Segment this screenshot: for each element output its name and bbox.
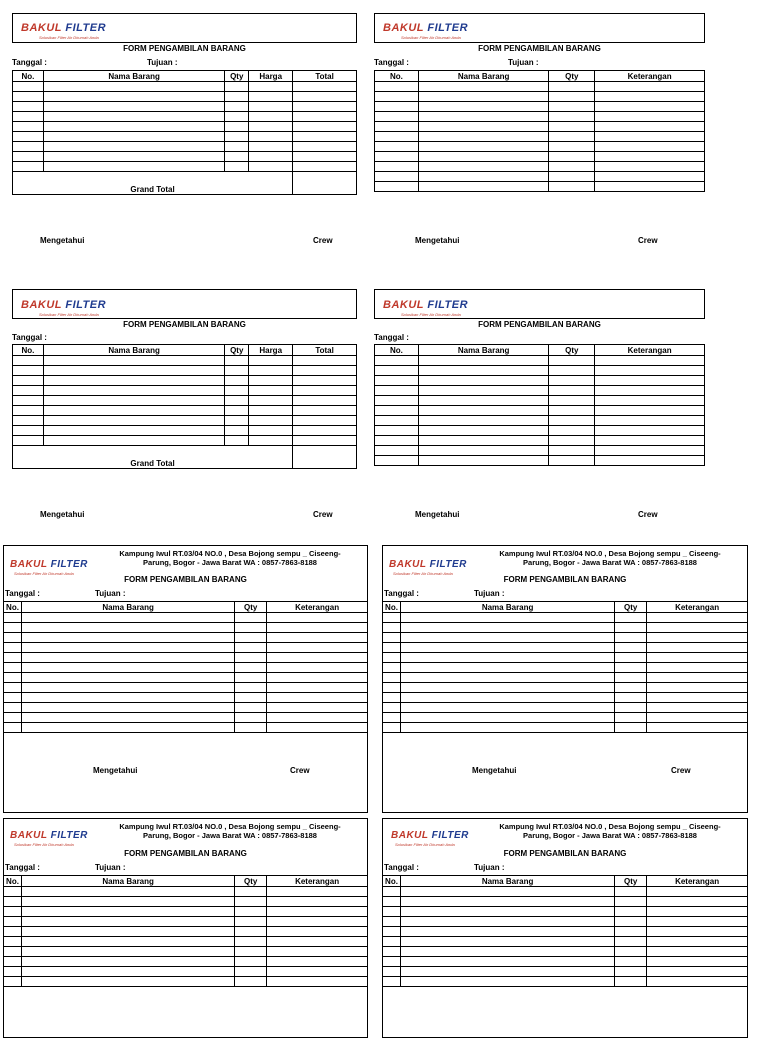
item-table xyxy=(374,344,705,466)
table-row[interactable] xyxy=(13,112,357,122)
table-row[interactable] xyxy=(4,693,368,703)
table-row[interactable] xyxy=(13,142,357,152)
table-row[interactable] xyxy=(13,386,357,396)
brand-logo: BAKUL FILTER xyxy=(383,22,469,34)
grand-total-label: Grand Total xyxy=(13,446,293,469)
brand-logo: BAKUL FILTER xyxy=(21,22,107,34)
tanggal-label: Tanggal : xyxy=(5,863,40,872)
col-qty: Qty xyxy=(225,71,249,82)
col-keterangan: Keterangan xyxy=(647,602,748,613)
table-row[interactable] xyxy=(4,907,368,917)
col-qty: Qty xyxy=(549,71,595,82)
table-row[interactable] xyxy=(4,673,368,683)
table-row[interactable] xyxy=(4,927,368,937)
address-line-1: Kampung Iwul RT.03/04 NO.0 , Desa Bojong sempu _ Ciseeng- xyxy=(119,822,341,831)
brand-tagline: Solusikan Filter Air Dirumah Anda xyxy=(393,571,453,576)
table-row[interactable] xyxy=(4,947,368,957)
table-row[interactable] xyxy=(383,693,748,703)
form-title: FORM PENGAMBILAN BARANG xyxy=(123,320,246,329)
table-row[interactable] xyxy=(13,162,357,172)
form-title: FORM PENGAMBILAN BARANG xyxy=(503,849,627,858)
col-harga: Harga xyxy=(249,71,293,82)
header-box xyxy=(374,13,705,43)
table-row[interactable] xyxy=(13,416,357,426)
grand-total-row xyxy=(13,446,357,469)
brand-tagline: Solusikan Filter Air Dirumah Anda xyxy=(14,571,74,576)
table-row[interactable] xyxy=(4,897,368,907)
address-line-2: Parung, Bogor - Jawa Barat WA : 0857-7863-8188 xyxy=(143,831,317,841)
tanggal-label: Tanggal : xyxy=(374,58,409,67)
brand-logo: BAKUL FILTER xyxy=(383,299,469,311)
table-row[interactable] xyxy=(375,446,705,456)
col-total: Total xyxy=(293,71,357,82)
form-mid-left xyxy=(12,289,357,524)
form-bottom-right xyxy=(382,818,748,1038)
table-row[interactable] xyxy=(13,152,357,162)
table-row[interactable] xyxy=(383,633,748,643)
grand-total-value[interactable] xyxy=(293,172,357,195)
form-title: FORM PENGAMBILAN BARANG xyxy=(123,44,246,53)
table-row[interactable] xyxy=(375,356,705,366)
table-row[interactable] xyxy=(375,396,705,406)
table-row[interactable] xyxy=(13,102,357,112)
crew-label: Crew xyxy=(313,236,333,245)
table-row[interactable] xyxy=(383,977,748,987)
address-line-2: Parung, Bogor - Jawa Barat WA : 0857-7863-8188 xyxy=(523,831,697,841)
address-line-1: Kampung Iwul RT.03/04 NO.0 , Desa Bojong sempu _ Ciseeng- xyxy=(499,822,721,831)
item-table xyxy=(12,70,357,195)
table-row[interactable] xyxy=(383,957,748,967)
table-row[interactable] xyxy=(13,356,357,366)
table-row[interactable] xyxy=(4,643,368,653)
company-address xyxy=(479,822,741,841)
table-row[interactable] xyxy=(375,426,705,436)
table-row[interactable] xyxy=(375,162,705,172)
col-nama-barang: Nama Barang xyxy=(418,71,549,82)
table-row[interactable] xyxy=(4,967,368,977)
tanggal-label: Tanggal : xyxy=(5,589,40,598)
form-lower-left xyxy=(3,545,368,813)
table-row[interactable] xyxy=(375,132,705,142)
tujuan-label: Tujuan : xyxy=(474,863,505,872)
form-top-right xyxy=(374,13,705,248)
crew-label: Crew xyxy=(290,766,310,775)
company-address xyxy=(479,549,741,568)
table-row[interactable] xyxy=(13,426,357,436)
col-no: No. xyxy=(13,71,44,82)
table-row[interactable] xyxy=(383,927,748,937)
table-row[interactable] xyxy=(383,967,748,977)
item-table xyxy=(374,70,705,192)
header-box xyxy=(374,289,705,319)
form-mid-right xyxy=(374,289,705,524)
grand-total-label: Grand Total xyxy=(13,172,293,195)
tujuan-label: Tujuan : xyxy=(474,589,505,598)
mengetahui-label: Mengetahui xyxy=(40,236,85,245)
form-bottom-left xyxy=(3,818,368,1038)
table-row[interactable] xyxy=(375,112,705,122)
col-no: No. xyxy=(375,345,419,356)
header-box xyxy=(12,13,357,43)
col-nama-barang: Nama Barang xyxy=(400,602,614,613)
table-row[interactable] xyxy=(383,623,748,633)
table-row[interactable] xyxy=(13,376,357,386)
address-line-2: Parung, Bogor - Jawa Barat WA : 0857-7863-8188 xyxy=(523,558,697,568)
table-row[interactable] xyxy=(375,122,705,132)
form-title: FORM PENGAMBILAN BARANG xyxy=(478,320,601,329)
item-table xyxy=(382,875,748,987)
table-row[interactable] xyxy=(383,673,748,683)
table-row[interactable] xyxy=(4,653,368,663)
table-row[interactable] xyxy=(383,907,748,917)
mengetahui-label: Mengetahui xyxy=(472,766,517,775)
col-no: No. xyxy=(383,602,401,613)
col-no: No. xyxy=(4,876,22,887)
table-row[interactable] xyxy=(375,82,705,92)
company-address xyxy=(99,549,361,568)
col-keterangan: Keterangan xyxy=(595,345,705,356)
brand-tagline: Solusikan Filter Air Dirumah Anda xyxy=(39,35,99,40)
table-row[interactable] xyxy=(383,613,748,623)
table-row[interactable] xyxy=(4,663,368,673)
col-nama-barang: Nama Barang xyxy=(400,876,614,887)
table-row[interactable] xyxy=(383,947,748,957)
table-row[interactable] xyxy=(13,366,357,376)
tujuan-label: Tujuan : xyxy=(508,58,539,67)
tanggal-label: Tanggal : xyxy=(374,333,409,342)
col-qty: Qty xyxy=(615,876,647,887)
grand-total-value[interactable] xyxy=(293,446,357,469)
brand-tagline: Solusikan Filter Air Dirumah Anda xyxy=(395,842,455,847)
tujuan-label: Tujuan : xyxy=(95,863,126,872)
table-row[interactable] xyxy=(375,436,705,446)
table-row[interactable] xyxy=(375,172,705,182)
table-row[interactable] xyxy=(375,386,705,396)
mengetahui-label: Mengetahui xyxy=(415,236,460,245)
table-row[interactable] xyxy=(375,102,705,112)
mengetahui-label: Mengetahui xyxy=(40,510,85,519)
brand-logo: BAKUL FILTER xyxy=(389,559,467,570)
col-keterangan: Keterangan xyxy=(595,71,705,82)
table-row[interactable] xyxy=(383,663,748,673)
form-title: FORM PENGAMBILAN BARANG xyxy=(478,44,601,53)
table-row[interactable] xyxy=(4,957,368,967)
col-no: No. xyxy=(375,71,419,82)
header-box xyxy=(12,289,357,319)
col-qty: Qty xyxy=(235,602,267,613)
brand-logo: BAKUL FILTER xyxy=(10,830,88,841)
col-nama-barang: Nama Barang xyxy=(418,345,549,356)
company-address xyxy=(99,822,361,841)
table-row[interactable] xyxy=(383,937,748,947)
table-row[interactable] xyxy=(13,122,357,132)
form-top-left xyxy=(12,13,357,248)
table-row[interactable] xyxy=(375,376,705,386)
table-row[interactable] xyxy=(4,887,368,897)
address-line-1: Kampung Iwul RT.03/04 NO.0 , Desa Bojong sempu _ Ciseeng- xyxy=(499,549,721,558)
brand-tagline: Solusikan Filter Air Dirumah Anda xyxy=(401,35,461,40)
col-no: No. xyxy=(383,876,401,887)
crew-label: Crew xyxy=(638,510,658,519)
table-row[interactable] xyxy=(375,142,705,152)
tanggal-label: Tanggal : xyxy=(384,863,419,872)
crew-label: Crew xyxy=(313,510,333,519)
table-row[interactable] xyxy=(383,703,748,713)
address-line-2: Parung, Bogor - Jawa Barat WA : 0857-7863-8188 xyxy=(143,558,317,568)
table-row[interactable] xyxy=(4,713,368,723)
tujuan-label: Tujuan : xyxy=(95,589,126,598)
col-no: No. xyxy=(13,345,44,356)
table-row[interactable] xyxy=(383,723,748,733)
brand-tagline: Solusikan Filter Air Dirumah Anda xyxy=(14,842,74,847)
table-row[interactable] xyxy=(4,683,368,693)
table-row[interactable] xyxy=(4,623,368,633)
col-nama-barang: Nama Barang xyxy=(43,345,224,356)
table-row[interactable] xyxy=(4,703,368,713)
form-title: FORM PENGAMBILAN BARANG xyxy=(124,849,247,858)
table-row[interactable] xyxy=(375,366,705,376)
table-row[interactable] xyxy=(383,917,748,927)
col-nama-barang: Nama Barang xyxy=(21,876,234,887)
table-row[interactable] xyxy=(383,887,748,897)
col-keterangan: Keterangan xyxy=(647,876,748,887)
item-table xyxy=(3,875,368,987)
col-keterangan: Keterangan xyxy=(267,602,368,613)
form-lower-right xyxy=(382,545,748,813)
table-row[interactable] xyxy=(4,917,368,927)
item-table xyxy=(3,601,368,733)
table-row[interactable] xyxy=(13,436,357,446)
table-row[interactable] xyxy=(383,897,748,907)
table-row[interactable] xyxy=(4,613,368,623)
col-total: Total xyxy=(293,345,357,356)
table-row[interactable] xyxy=(383,653,748,663)
form-title: FORM PENGAMBILAN BARANG xyxy=(124,575,247,584)
table-row[interactable] xyxy=(375,92,705,102)
brand-tagline: Solusikan Filter Air Dirumah Anda xyxy=(401,312,461,317)
table-row[interactable] xyxy=(13,82,357,92)
table-row[interactable] xyxy=(13,406,357,416)
tujuan-label: Tujuan : xyxy=(147,58,178,67)
table-row[interactable] xyxy=(375,182,705,192)
mengetahui-label: Mengetahui xyxy=(415,510,460,519)
item-table xyxy=(382,601,748,733)
col-nama-barang: Nama Barang xyxy=(21,602,234,613)
tanggal-label: Tanggal : xyxy=(12,333,47,342)
col-harga: Harga xyxy=(249,345,293,356)
grand-total-row xyxy=(13,172,357,195)
crew-label: Crew xyxy=(671,766,691,775)
col-keterangan: Keterangan xyxy=(267,876,368,887)
table-row[interactable] xyxy=(383,683,748,693)
brand-logo: BAKUL FILTER xyxy=(391,830,469,841)
table-row[interactable] xyxy=(13,132,357,142)
table-row[interactable] xyxy=(383,643,748,653)
mengetahui-label: Mengetahui xyxy=(93,766,138,775)
form-title: FORM PENGAMBILAN BARANG xyxy=(503,575,627,584)
col-qty: Qty xyxy=(549,345,595,356)
table-row[interactable] xyxy=(4,633,368,643)
tanggal-label: Tanggal : xyxy=(384,589,419,598)
table-row[interactable] xyxy=(375,416,705,426)
table-row[interactable] xyxy=(375,456,705,466)
table-row[interactable] xyxy=(375,406,705,416)
col-qty: Qty xyxy=(235,876,267,887)
col-no: No. xyxy=(4,602,22,613)
table-row[interactable] xyxy=(375,152,705,162)
address-line-1: Kampung Iwul RT.03/04 NO.0 , Desa Bojong sempu _ Ciseeng- xyxy=(119,549,341,558)
table-row[interactable] xyxy=(4,977,368,987)
table-row[interactable] xyxy=(4,723,368,733)
col-qty: Qty xyxy=(615,602,647,613)
crew-label: Crew xyxy=(638,236,658,245)
table-row[interactable] xyxy=(13,92,357,102)
table-row[interactable] xyxy=(383,713,748,723)
brand-logo: BAKUL FILTER xyxy=(10,559,88,570)
brand-logo: BAKUL FILTER xyxy=(21,299,107,311)
table-row[interactable] xyxy=(4,937,368,947)
table-row[interactable] xyxy=(13,396,357,406)
item-table xyxy=(12,344,357,469)
tanggal-label: Tanggal : xyxy=(12,58,47,67)
brand-tagline: Solusikan Filter Air Dirumah Anda xyxy=(39,312,99,317)
col-qty: Qty xyxy=(225,345,249,356)
col-nama-barang: Nama Barang xyxy=(43,71,224,82)
